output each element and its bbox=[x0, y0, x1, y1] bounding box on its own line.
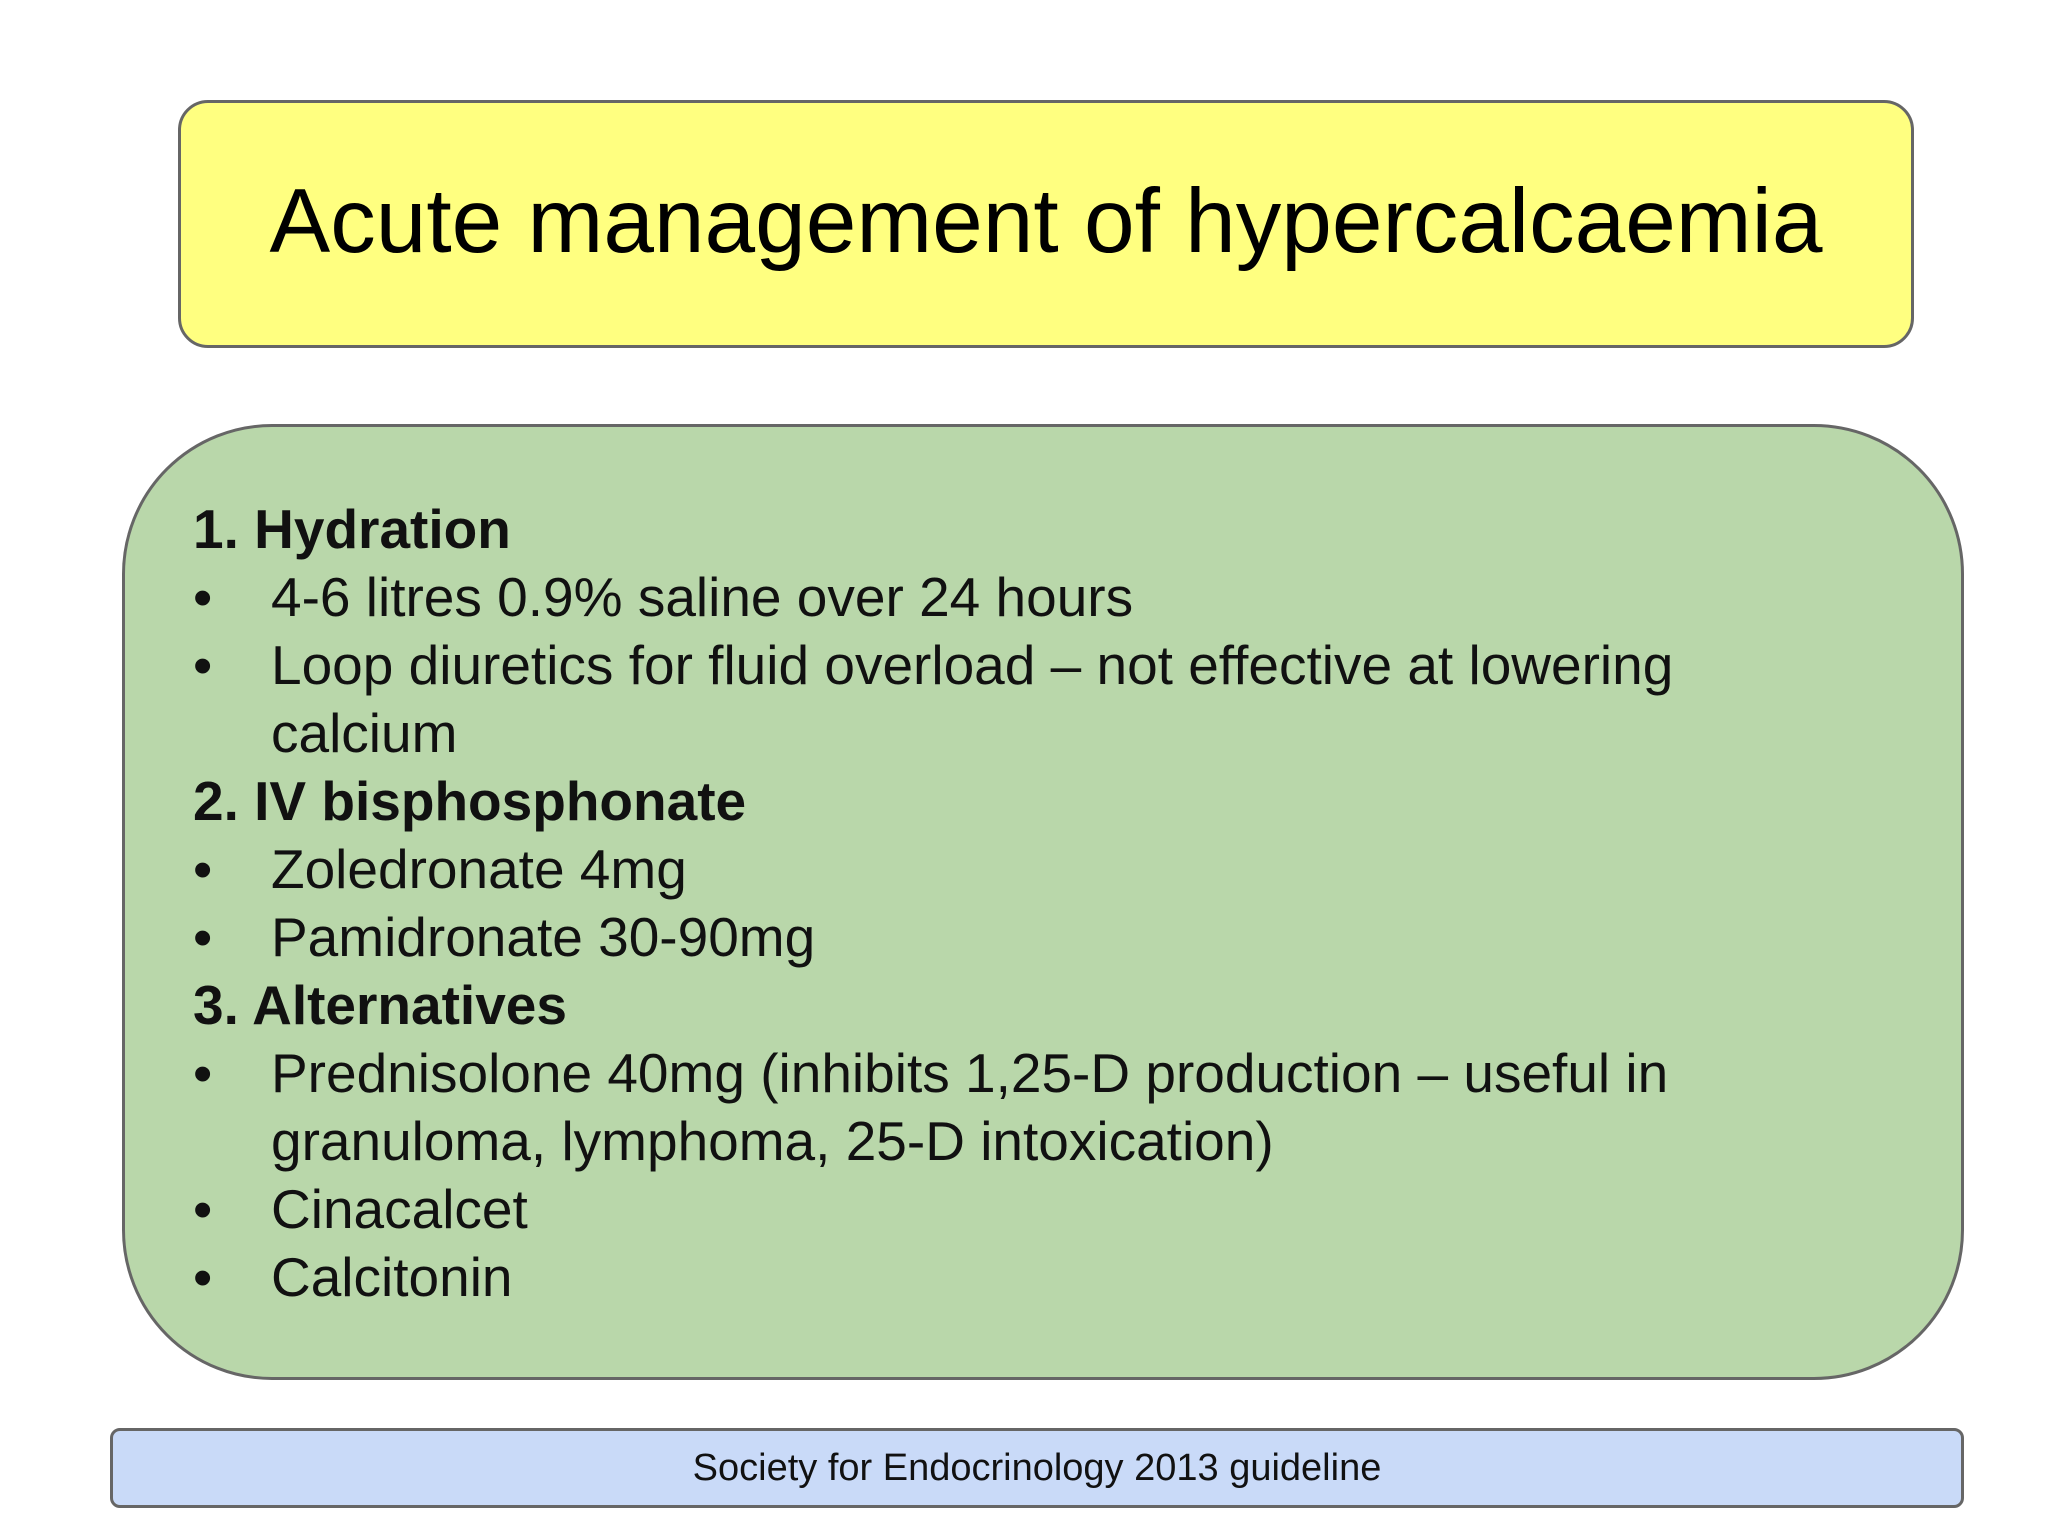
bullet-item bbox=[193, 835, 1873, 903]
bullet-text: Calcitonin bbox=[271, 1246, 513, 1308]
bullet-item bbox=[193, 1039, 1873, 1175]
bullet-text: 4-6 litres 0.9% saline over 24 hours bbox=[271, 566, 1134, 628]
bullet-item bbox=[193, 903, 1873, 971]
bullet-text: Zoledronate 4mg bbox=[271, 838, 687, 900]
bullet-icon: • bbox=[193, 1178, 213, 1240]
bullet-icon: • bbox=[193, 634, 213, 696]
bullet-icon: • bbox=[193, 1246, 213, 1308]
section-heading-hydration: 1. Hydration bbox=[193, 498, 511, 560]
bullet-item bbox=[193, 631, 1873, 767]
bullet-text: Prednisolone 40mg (inhibits 1,25-D production – useful in granuloma, lymphoma, 25-D intoxication) bbox=[271, 1042, 1669, 1172]
content-box bbox=[122, 424, 1964, 1380]
slide-title: Acute management of hypercalcaemia bbox=[269, 171, 1823, 272]
bullet-text: Pamidronate 30-90mg bbox=[271, 906, 816, 968]
footer-box bbox=[110, 1428, 1964, 1508]
bullet-text: Loop diuretics for fluid overload – not effective at lowering calcium bbox=[271, 634, 1674, 764]
section-heading-iv-bisphosphonate: 2. IV bisphosphonate bbox=[193, 770, 747, 832]
section-heading-alternatives: 3. Alternatives bbox=[193, 974, 567, 1036]
bullet-icon: • bbox=[193, 906, 213, 968]
bullet-icon: • bbox=[193, 1042, 213, 1104]
bullet-item bbox=[193, 563, 1873, 631]
bullet-text: Cinacalcet bbox=[271, 1178, 528, 1240]
bullet-icon: • bbox=[193, 566, 213, 628]
footer-citation: Society for Endocrinology 2013 guideline bbox=[692, 1446, 1382, 1489]
content-list bbox=[193, 495, 1873, 1311]
bullet-icon: • bbox=[193, 838, 213, 900]
bullet-item bbox=[193, 1175, 1873, 1243]
bullet-item bbox=[193, 1243, 1873, 1311]
title-box bbox=[178, 100, 1914, 348]
